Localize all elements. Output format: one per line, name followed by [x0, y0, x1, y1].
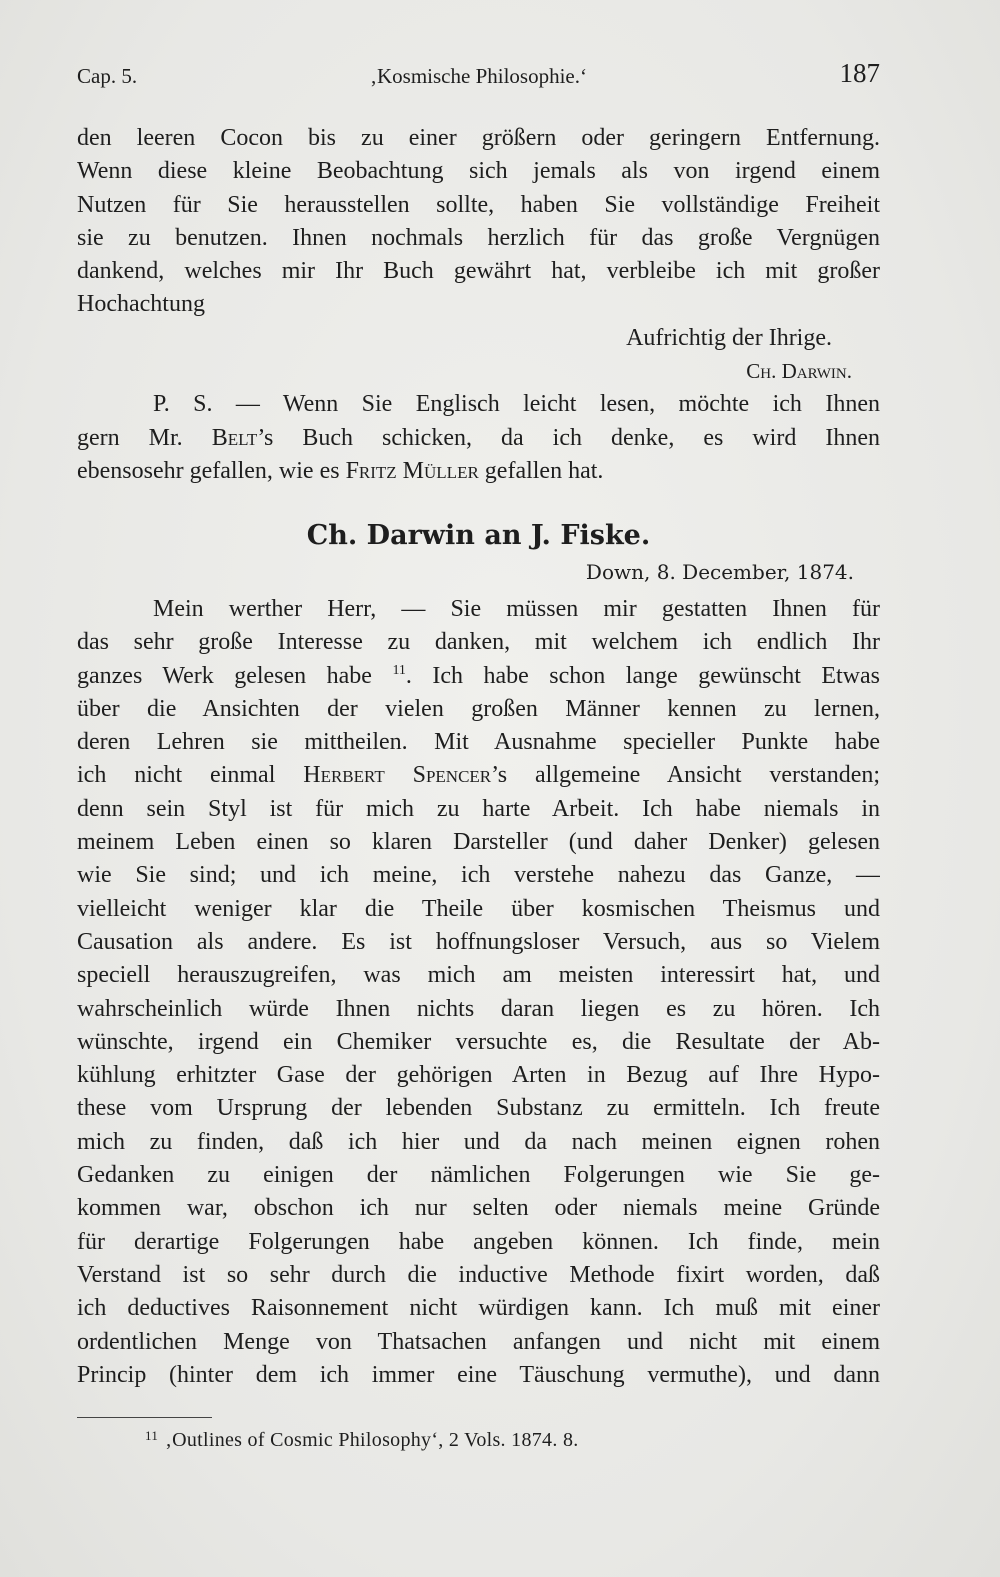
text-line: ordentlichen Menge von Thatsachen anfangen und nicht mit einem [77, 1328, 880, 1355]
letter-1-body [77, 122, 880, 488]
text-line: meinem Leben einen so klaren Darsteller (und daher Denker) gelesen [77, 829, 880, 856]
text-line: sie zu benutzen. Ihnen nochmals herzlich für das große Vergnügen [77, 224, 880, 251]
footnote-reference: 11 [392, 662, 406, 678]
postscript-text: gefallen hat. [484, 457, 604, 484]
text-segment: ganzes Werk gelesen habe [77, 662, 372, 689]
text-segment: . Ich habe schon lange gewünscht Etwas [405, 662, 880, 689]
text-line [77, 660, 880, 693]
footnote-text: ‚Outlines of Cosmic Philosophy‘, 2 Vols. 1874. 8. [165, 1429, 579, 1451]
running-header [77, 58, 880, 92]
letter-dateline: Down, 8. December, 1874. [585, 560, 854, 584]
postscript-text: ebensosehr gefallen, wie es [77, 457, 340, 484]
text-line: das sehr große Interesse zu danken, mit welchem ich endlich Ihr [77, 629, 880, 656]
postscript-text: ’s Buch schicken, da ich denke, es wird Ihnen [257, 424, 880, 451]
person-name: Herbert Spencer [303, 762, 492, 789]
text-line: über die Ansichten der vielen großen Männer kennen zu lernen, [77, 695, 880, 722]
postscript-text: gern Mr. [77, 424, 183, 451]
text-line: vielleicht weniger klar die Theile über kosmischen Theismus und [77, 895, 880, 922]
running-title: ‚Kosmische Philosophie.‘ [370, 64, 587, 88]
postscript-line [77, 455, 880, 488]
letter-closing: Aufrichtig der Ihrige. [626, 324, 832, 351]
text-line [77, 759, 880, 792]
footnote-number: 11 [145, 1428, 159, 1443]
text-line: wie Sie sind; und ich meine, ich verstehe nahezu das Ganze, — [77, 862, 880, 889]
person-name: Fritz Müller [345, 457, 479, 484]
letter-heading: Ch. Darwin an J. Fiske. [306, 520, 651, 551]
text-line: wünschte, irgend ein Chemiker versuchte es, die Resultate der Ab- [77, 1028, 880, 1055]
text-line: ich deductives Raisonnement nicht würdigen kann. Ich muß mit einer [77, 1295, 880, 1322]
footnote-rule [77, 1417, 212, 1418]
text-segment: ’s allgemeine Ansicht verstanden; [491, 762, 880, 789]
person-name: Belt [211, 424, 258, 451]
text-line: Mein werther Herr, — Sie müssen mir gestatten Ihnen für [153, 596, 880, 622]
letter-2-body [77, 593, 880, 1392]
text-line: speciell herauszugreifen, was mich am meisten interessirt hat, und [77, 962, 880, 989]
text-line: Nutzen für Sie herausstellen sollte, haben Sie vollständige Freiheit [77, 191, 880, 218]
text-line: deren Lehren sie mittheilen. Mit Ausnahme specieller Punkte habe [77, 729, 880, 756]
text-line: den leeren Cocon bis zu einer größern oder geringern Entfernung. [77, 125, 880, 151]
text-line: kommen war, obschon ich nur selten oder niemals meine Gründe [77, 1195, 880, 1222]
text-line: Princip (hinter dem ich immer eine Täuschung vermuthe), und dann [77, 1361, 880, 1388]
postscript-line [77, 422, 880, 455]
text-line: kühlung erhitzter Gase der gehörigen Arten in Bezug auf Ihre Hypo- [77, 1062, 880, 1089]
letter-signature: Ch. Darwin. [746, 359, 852, 384]
text-line: denn sein Styl ist für mich zu harte Arbeit. Ich habe niemals in [77, 795, 880, 822]
postscript-line: P. S. — Wenn Sie Englisch leicht lesen, möchte ich Ihnen [153, 391, 880, 418]
text-line: these vom Ursprung der lebenden Substanz zu ermitteln. Ich freute [77, 1095, 880, 1122]
text-line: Hochachtung [77, 291, 205, 318]
page-number: 187 [839, 58, 880, 88]
text-line: Wenn diese kleine Beobachtung sich jemals als von irgend einem [77, 158, 880, 185]
text-segment: ich nicht einmal [77, 762, 276, 789]
text-line: Causation als andere. Es ist hoffnungsloser Versuch, aus so Vielem [77, 928, 880, 955]
text-line: für derartige Folgerungen habe angeben können. Ich finde, mein [77, 1228, 880, 1255]
chapter-label: Cap. 5. [77, 64, 138, 88]
text-line: dankend, welches mir Ihr Buch gewährt hat, verbleibe ich mit großer [77, 258, 880, 285]
footnote [145, 1428, 579, 1452]
text-line: mich zu finden, daß ich hier und da nach meinen eignen rohen [77, 1128, 880, 1155]
text-line: Gedanken zu einigen der nämlichen Folgerungen wie Sie ge- [77, 1162, 880, 1189]
text-line: Verstand ist so sehr durch die inductive Methode fixirt worden, daß [77, 1261, 880, 1288]
text-line: wahrscheinlich würde Ihnen nichts daran liegen es zu hören. Ich [77, 995, 880, 1022]
